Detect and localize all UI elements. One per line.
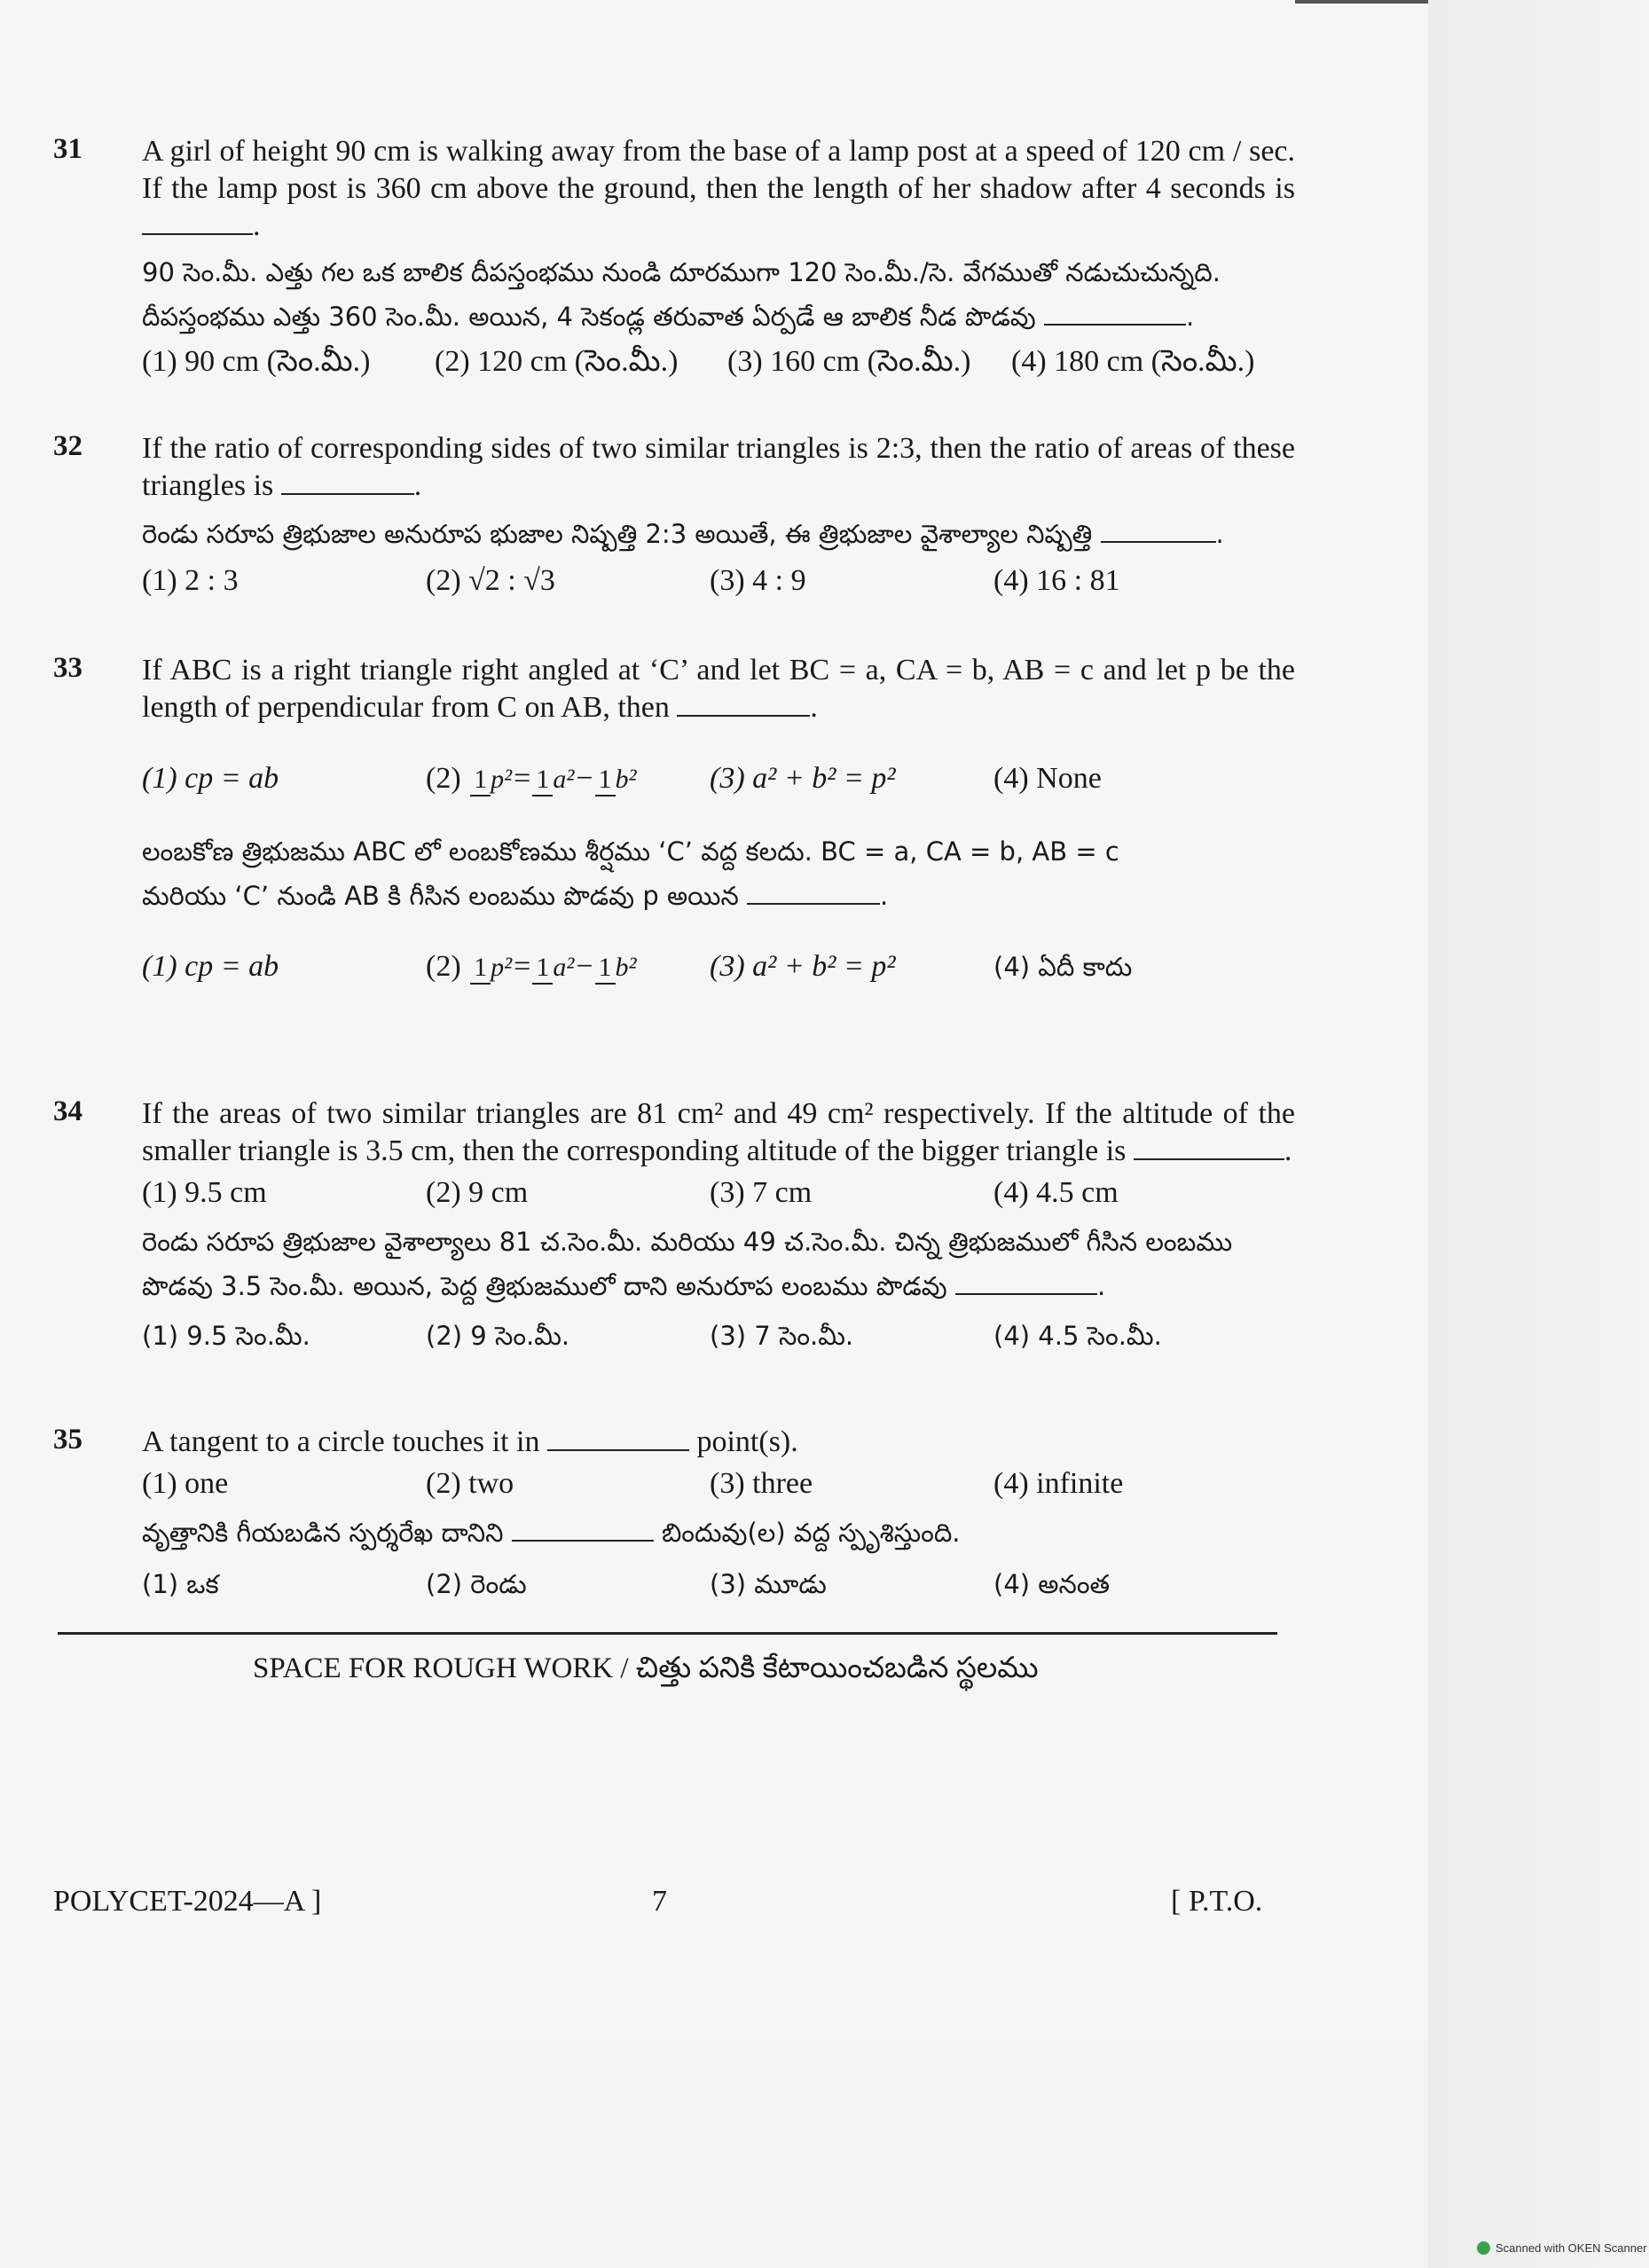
option-4: (4) 180 cm (సెం.మీ.) [1011,345,1255,378]
footer-pto: [ P.T.O. [1171,1885,1263,1918]
question-text-te-line2: మరియు ‘C’ నుండి AB కి గీసిన లంబము పొడవు p అయిన . [142,881,889,911]
option-2: (2) √2 : √3 [426,564,555,597]
question-text-te-line1: రెండు సరూప త్రిభుజాల వైశాల్యాలు 81 చ.సెం.మీ. మరియు 49 చ.సెం.మీ. చిన్న త్రిభుజములో గీసిన లంబము [142,1227,1233,1257]
question-text-en: A girl of height 90 cm is walking away from the base of a lamp post at a speed of 120 cm / sec. If the lamp post is 360 cm above the ground, then the length of her shadow after 4 seconds is . [142,135,1295,242]
option-2: (2) 1 p²= 1 a²− 1 b² [426,947,710,986]
option-4: (4) None [993,762,1102,795]
question-text-te-line1: లంబకోణ త్రిభుజము ABC లో లంబకోణము శీర్షము ‘C’ వద్ద కలదు. BC = a, CA = b, AB = c [142,836,1119,867]
option-1: (1) one [142,1467,229,1500]
option-2: (2) 9 సెం.మీ. [426,1321,570,1351]
rough-work-heading: SPACE FOR ROUGH WORK / చిత్తు పనికి కేటాయించబడిన స్థలము [253,1652,1039,1684]
question-number: 33 [53,652,82,684]
option-3: (3) 4 : 9 [710,564,806,597]
options-en [142,1173,1295,1212]
options-en [142,739,1295,819]
question-number: 34 [53,1095,82,1127]
option-4: (4) 4.5 సెం.మీ. [993,1321,1162,1351]
option-2: (2) 120 cm (సెం.మీ.) [435,345,679,378]
option-3: (3) three [710,1467,813,1500]
option-2: (2) 1 p²= 1 a²− 1 b² [426,759,710,798]
option-2: (2) 9 cm [426,1176,529,1209]
option-1: (1) ఒక [142,1569,219,1599]
option-3: (3) మూడు [710,1569,827,1599]
scan-margin-bottom [0,2040,1428,2268]
options-te [142,927,1295,1007]
options-en [142,1464,1295,1503]
fraction-1-over-a2: 1 a² [532,953,574,985]
options-te [142,1562,1295,1606]
question-number: 32 [53,430,82,462]
rough-work-divider [58,1632,1277,1635]
fraction-1-over-p2: 1 p² [470,953,512,985]
option-3: (3) 7 cm [710,1176,813,1209]
question-text-te: వృత్తానికి గీయబడిన స్పర్శరేఖ దానిని బిందువు(ల) వద్ద స్పృశిస్తుంది. [142,1518,961,1548]
option-3: (3) a² + b² = p² [710,762,896,795]
question-text-en: A tangent to a circle touches it in point(s). [142,1425,798,1458]
option-1: (1) 9.5 సెం.మీ. [142,1321,310,1351]
scanner-logo-icon [1477,2241,1490,2255]
options [142,342,1295,381]
question-text-en: If the ratio of corresponding sides of two similar triangles is 2:3, then the ratio of areas of these triangles is . [142,432,1295,502]
option-3: (3) 7 సెం.మీ. [710,1321,854,1351]
option-2: (2) రెండు [426,1569,527,1599]
question-number: 31 [53,133,82,165]
question-number: 35 [53,1424,82,1456]
option-4: (4) 4.5 cm [993,1176,1119,1209]
fraction-1-over-p2: 1 p² [470,765,512,797]
options-te [142,1314,1295,1358]
option-1: (1) 9.5 cm [142,1176,267,1209]
scanner-watermark-text: Scanned with OKEN Scanner [1496,2241,1647,2255]
question-text-en: If the areas of two similar triangles are 81 cm² and 49 cm² respectively. If the altitude of the smaller triangle is 3.5 cm, then the corresponding altitude of the bigger triangle is . [142,1097,1295,1167]
scanner-watermark [1477,2241,1647,2255]
fraction-1-over-b2: 1 b² [595,953,637,985]
fraction-1-over-a2: 1 a² [532,765,574,797]
question-text-te-line1: 90 సెం.మీ. ఎత్తు గల ఒక బాలిక దీపస్తంభము నుండి దూరముగా 120 సెం.మీ./సె. వేగముతో నడుచుచున్నది. [142,257,1221,287]
option-3: (3) 160 cm (సెం.మీ.) [727,345,971,378]
option-4: (4) ఏదీ కాదు [993,952,1133,982]
question-text-en: If ABC is a right triangle right angled at ‘C’ and let BC = a, CA = b, AB = c and let p be the length of perpendicular from C on AB, then . [142,654,1295,724]
options [142,561,1295,600]
footer-exam-code: POLYCET-2024—A ] [53,1885,322,1918]
question-text-te-line2: పొడవు 3.5 సెం.మీ. అయిన, పెద్ద త్రిభుజములో దాని అనురూప లంబము పొడవు . [142,1271,1106,1301]
option-3: (3) a² + b² = p² [710,950,896,983]
option-1: (1) cp = ab [142,950,279,983]
option-1: (1) cp = ab [142,762,279,795]
fraction-1-over-b2: 1 b² [595,765,637,797]
option-4: (4) 16 : 81 [993,564,1120,597]
option-4: (4) అనంత [993,1569,1111,1599]
question-text-te: రెండు సరూప త్రిభుజాల అనురూప భుజాల నిష్పత్తి 2:3 అయితే, ఈ త్రిభుజాల వైశాల్యాల నిష్పత్తి . [142,519,1224,549]
top-edge-mark [1295,0,1428,16]
footer-page-number: 7 [652,1885,667,1918]
scan-margin-right [1428,0,1649,2268]
option-4: (4) infinite [993,1467,1124,1500]
question-text-te-line2: దీపస్తంభము ఎత్తు 360 సెం.మీ. అయిన, 4 సెకండ్ల తరువాత ఏర్పడే ఆ బాలిక నీడ పొడవు . [142,302,1195,332]
option-1: (1) 2 : 3 [142,564,239,597]
option-2: (2) two [426,1467,514,1500]
option-1: (1) 90 cm (సెం.మీ.) [142,345,371,378]
